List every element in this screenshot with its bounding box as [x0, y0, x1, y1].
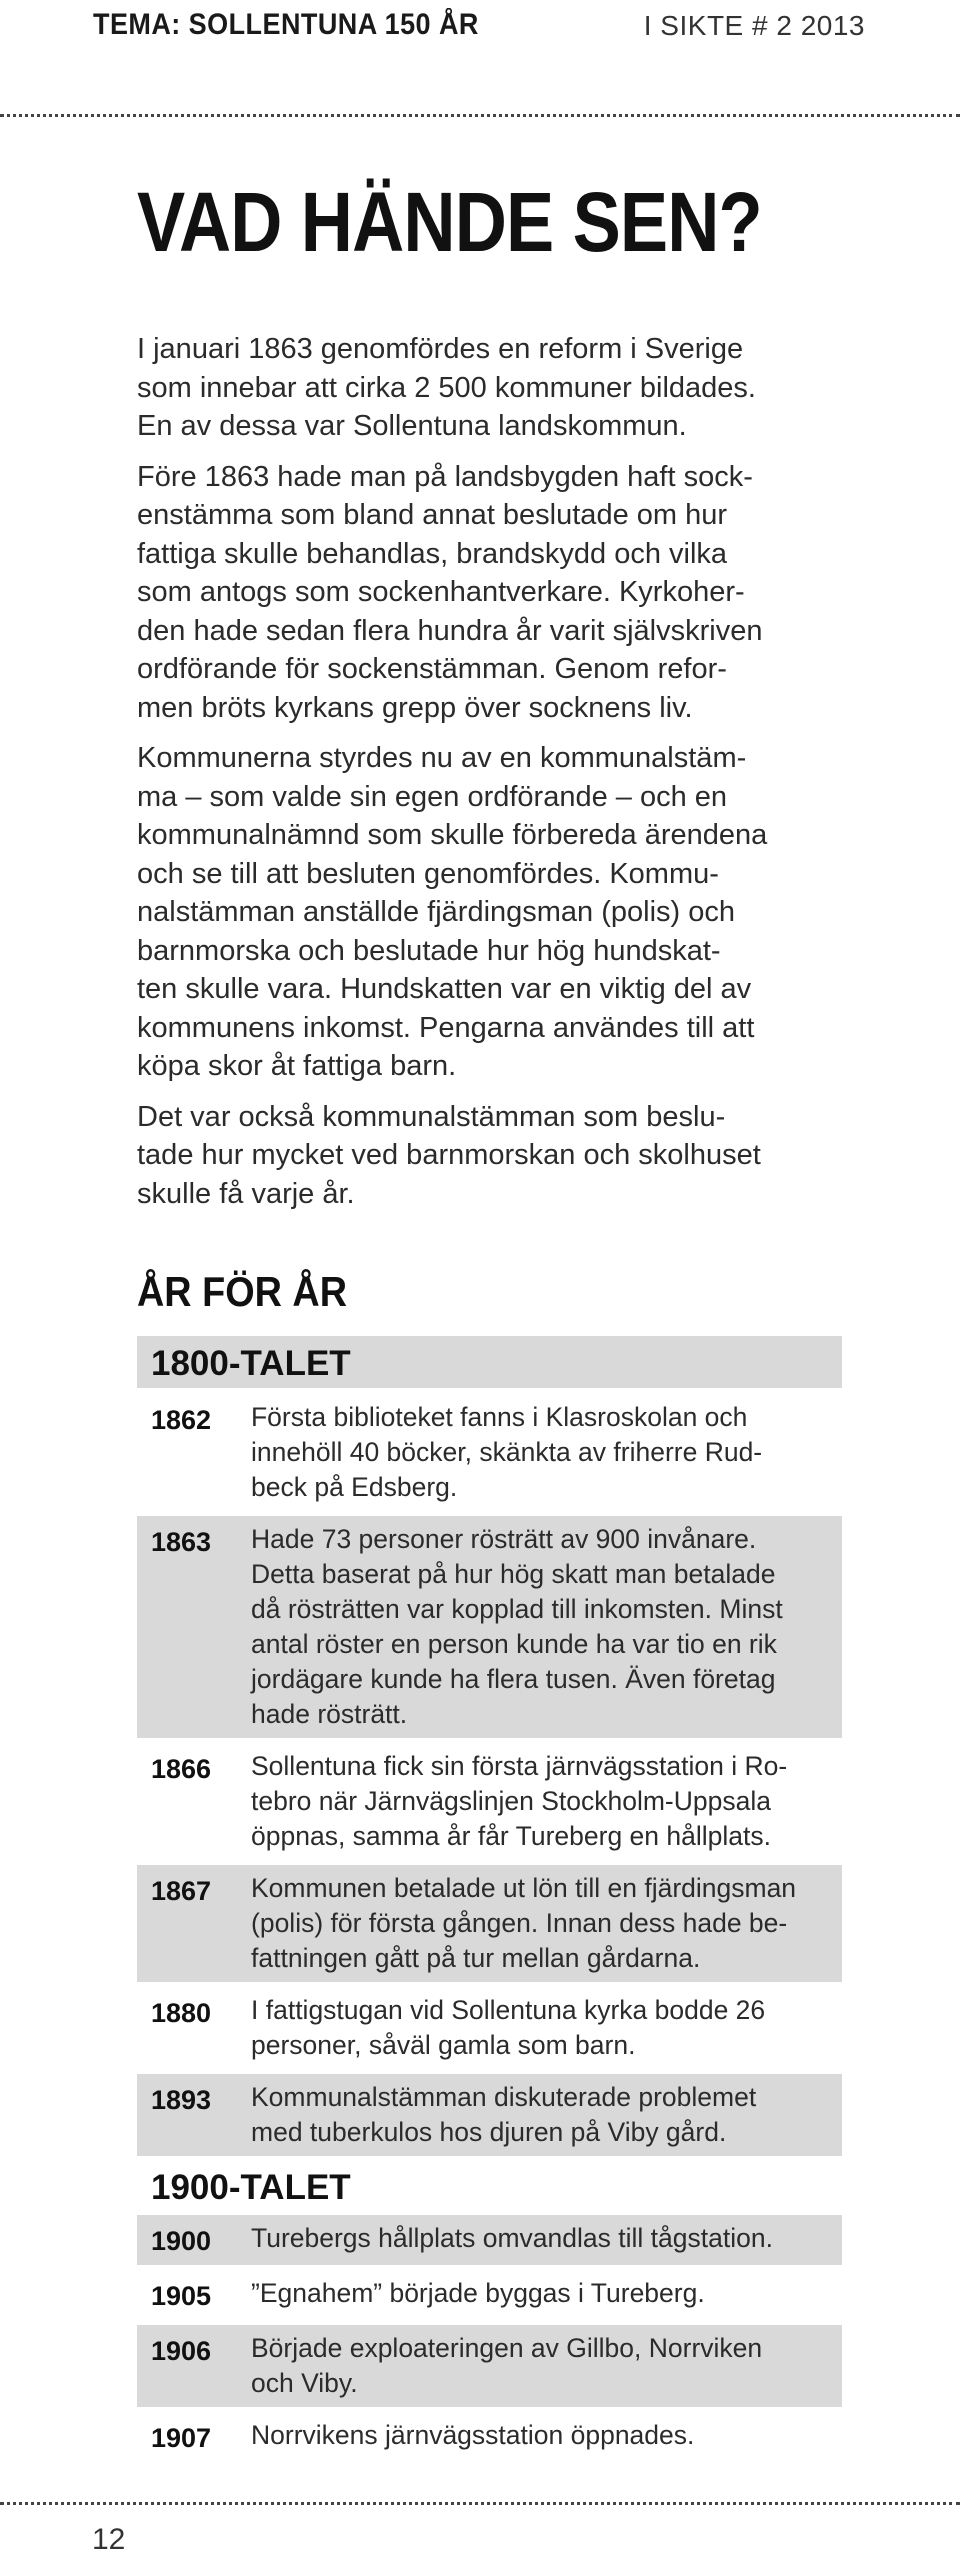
timeline-text: I fattigstugan vid Sollentuna kyrka bodde 26 personer, såväl gamla som barn. — [251, 1995, 766, 2060]
timeline-year: 1900 — [151, 2226, 212, 2256]
timeline-row — [137, 1987, 842, 2069]
article-body — [137, 330, 837, 1225]
timeline-text: Turebergs hållplats omvandlas till tågstation. — [251, 2223, 773, 2253]
timeline-year: 1906 — [151, 2336, 212, 2366]
timeline-text: Första biblioteket fanns i Klasroskolan och innehöll 40 böcker, skänkta av friherre Rud- beck på Edsberg. — [251, 1402, 763, 1502]
timeline-text: Kommunalstämman diskuterade problemet med tuberkulos hos djuren på Viby gård. — [251, 2082, 757, 2147]
timeline-text: ”Egnahem” började byggas i Tureberg. — [251, 2278, 705, 2308]
paragraph: Det var också kommunalstämman som beslu- tade hur mycket ved barnmorskan och skolhuset skulle få varje år. — [137, 1100, 761, 1210]
timeline-text: Började exploateringen av Gillbo, Norrviken och Viby. — [251, 2333, 763, 2398]
header-issue: I SIKTE # 2 2013 — [643, 10, 865, 41]
timeline-row — [137, 2270, 842, 2320]
timeline-year: 1866 — [151, 1754, 212, 1784]
timeline-text: Hade 73 personer rösträtt av 900 invånare. Detta baserat på hur hög skatt man betalade då rösträtten var kopplad till inkomsten. Minst antal röster en person kunde ha var tio en rik jordägare kunde ha flera tusen. Även företag hade rösträtt. — [251, 1524, 783, 1729]
timeline-row — [137, 1516, 842, 1738]
header-theme: TEMA: SOLLENTUNA 150 ÅR — [93, 8, 479, 41]
timeline-text: Kommunen betalade ut lön till en fjärdingsman (polis) för första gången. Innan dess hade be- fattningen gått på tur mellan gårdarna. — [251, 1873, 797, 1973]
timeline-year: 1907 — [151, 2423, 212, 2453]
timeline-row — [137, 1394, 842, 1511]
paragraph: Före 1863 hade man på landsbygden haft sock- enstämma som bland annat beslutade om hur fattiga skulle behandlas, brandskydd och vilka som antogs som sockenhantverkare. Kyrkoher- den hade sedan flera hundra år varit självskriven ordförande för sockenstämman. Genom refor- men bröts kyrkans grepp över socknens liv. — [137, 460, 763, 724]
timeline-year: 1893 — [151, 2085, 212, 2115]
top-dotted-divider — [0, 114, 960, 117]
timeline-title: ÅR FÖR ÅR — [137, 1268, 347, 1315]
page-header — [0, 0, 960, 52]
timeline-text: Norrvikens järnvägsstation öppnades. — [251, 2420, 695, 2450]
page-number: 12 — [92, 2523, 126, 2556]
paragraph: I januari 1863 genomfördes en reform i Sverige som innebar att cirka 2 500 kommuner bildades. En av dessa var Sollentuna landskommun. — [137, 333, 756, 442]
timeline-row — [137, 2412, 842, 2462]
timeline-year: 1880 — [151, 1998, 212, 2028]
era-header-1900: 1900-TALET — [151, 2168, 351, 2207]
timeline-year: 1905 — [151, 2281, 212, 2311]
timeline-row — [137, 2215, 842, 2265]
era-header-1800: 1800-TALET — [137, 1336, 842, 1388]
page-title: VAD HÄNDE SEN? — [137, 175, 762, 269]
timeline-row — [137, 2074, 842, 2156]
timeline-row — [137, 2325, 842, 2407]
timeline-year: 1863 — [151, 1527, 212, 1557]
timeline-year: 1867 — [151, 1876, 212, 1906]
timeline-year: 1862 — [151, 1405, 212, 1435]
timeline-text: Sollentuna fick sin första järnvägsstation i Ro- tebro när Järnvägslinjen Stockholm-Uppsala öppnas, samma år får Tureberg en hållplats. — [251, 1751, 788, 1851]
paragraph: Kommunerna styrdes nu av en kommunalstäm- ma – som valde sin egen ordförande – och en kommunalnämnd som skulle förbereda ärendena och se till att besluten genomfördes. Kommu- nalstämman anställde fjärdingsman (polis) och barnmorska och beslutade hur hög hundskat- ten skulle vara. Hundskatten var en viktig del av kommunens inkomst. Pengarna användes till att köpa skor åt fattiga barn. — [137, 742, 768, 1082]
timeline-row — [137, 1865, 842, 1982]
bottom-dotted-divider — [0, 2502, 960, 2505]
timeline-row — [137, 1743, 842, 1860]
timeline-table — [137, 1336, 842, 2467]
